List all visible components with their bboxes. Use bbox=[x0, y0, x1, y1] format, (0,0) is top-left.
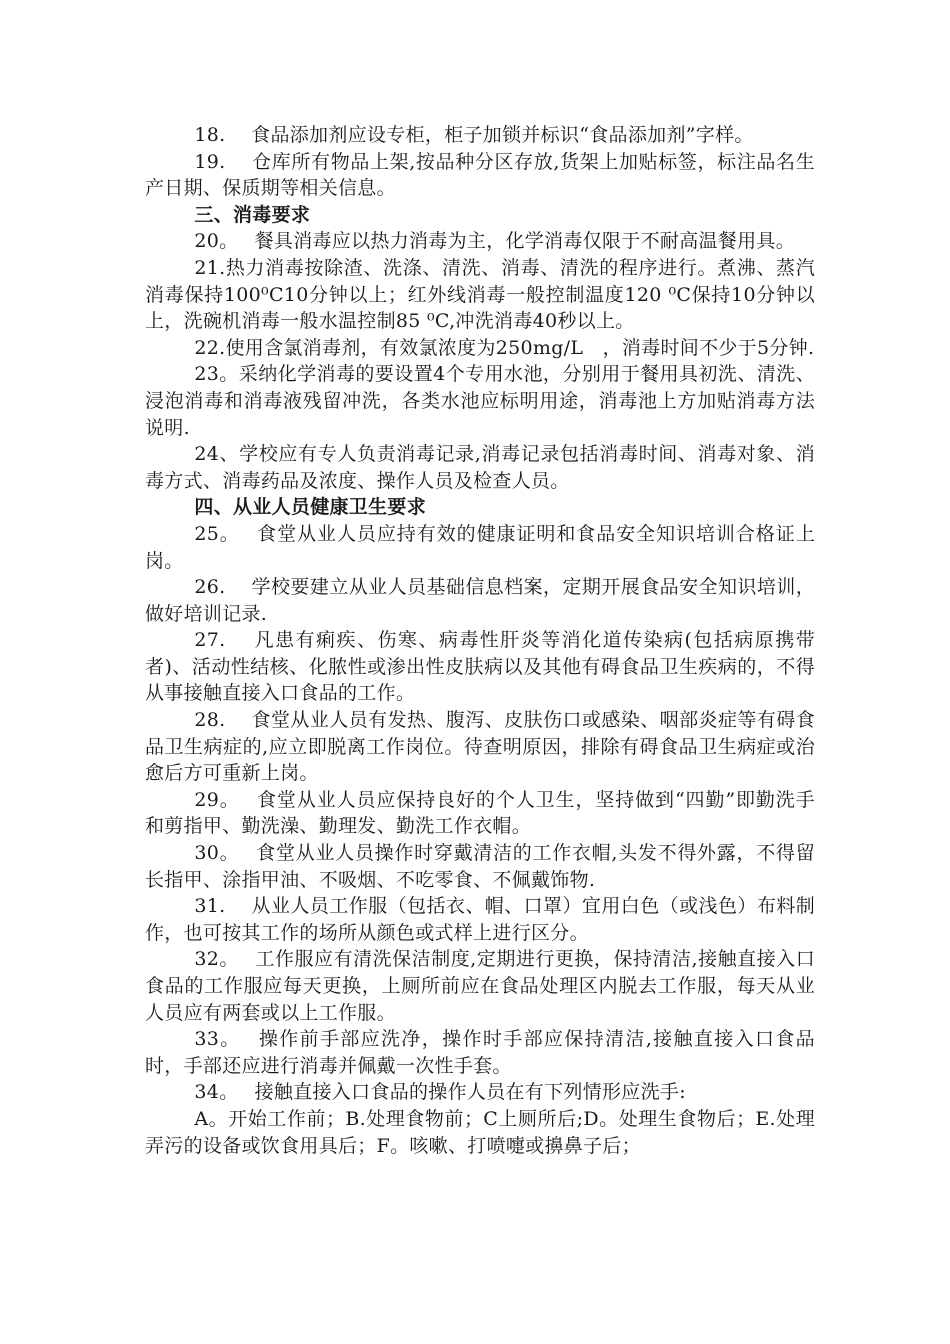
paragraph-30: 30。 食堂从业人员操作时穿戴清洁的工作衣帽,头发不得外露，不得留长指甲、涂指甲油、不吸烟、不吃零食、不佩戴饰物. bbox=[145, 842, 815, 891]
section-heading-disinfection: 三、消毒要求 bbox=[194, 203, 311, 226]
paragraph-31: 31. 从业人员工作服（包括衣、帽、口罩）宜用白色（或浅色）布料制作，也可按其工作的场所从颜色或式样上进行区分。 bbox=[145, 895, 815, 944]
paragraph-33: 33。 操作前手部应洗净，操作时手部应保持清洁,接触直接入口食品时，手部还应进行消毒并佩戴一次性手套。 bbox=[145, 1028, 815, 1077]
paragraph-34-list: A。开始工作前；B.处理食物前；C上厕所后;D。处理生食物后；E.处理弄污的设备或饮食用具后；F。咳嗽、打喷嚏或擤鼻子后； bbox=[145, 1107, 815, 1157]
paragraph-19: 19. 仓库所有物品上架,按品种分区存放,货架上加贴标签，标注品名生产日期、保质期等相关信息。 bbox=[145, 150, 815, 200]
section-heading-staff-health: 四、从业人员健康卫生要求 bbox=[194, 496, 426, 519]
paragraph-27: 27. 凡患有痢疾、伤寒、病毒性肝炎等消化道传染病(包括病原携带者)、活动性结核、化脓性或渗出性皮肤病以及其他有碍食品卫生疾病的，不得从事接触直接入口食品的工作。 bbox=[145, 629, 815, 705]
paragraph-20: 20。 餐具消毒应以热力消毒为主，化学消毒仅限于不耐高温餐用具。 bbox=[194, 230, 796, 253]
paragraph-18: 18. 食品添加剂应设专柜，柜子加锁并标识“食品添加剂”字样。 bbox=[194, 124, 754, 146]
paragraph-23: 23。采纳化学消毒的要设置4个专用水池，分别用于餐用具初洗、清洗、浸泡消毒和消毒液残留冲洗，各类水池应标明用途，消毒池上方加贴消毒方法说明. bbox=[145, 363, 815, 439]
paragraph-34: 34。 接触直接入口食品的操作人员在有下列情形应洗手: bbox=[194, 1081, 686, 1104]
paragraph-32: 32。 工作服应有清洗保洁制度,定期进行更换，保持清洁,接触直接入口食品的工作服应每天更换，上厕所前应在食品处理区内脱去工作服，每天从业人员应有两套或以上工作服。 bbox=[145, 948, 815, 1024]
paragraph-24: 24、学校应有专人负责消毒记录,消毒记录包括消毒时间、消毒对象、消毒方式、消毒药品及浓度、操作人员及检查人员。 bbox=[145, 443, 815, 492]
paragraph-21: 21.热力消毒按除渣、洗涤、清洗、消毒、清洗的程序进行。煮沸、蒸汽消毒保持100⁰C10分钟以上；红外线消毒一般控制温度120 ⁰C保持10分钟以上，洗碗机消毒一般水温控制85 ⁰C,冲洗消毒40秒以上。 bbox=[145, 256, 815, 333]
document-page bbox=[145, 122, 815, 1159]
paragraph-25: 25。 食堂从业人员应持有效的健康证明和食品安全知识培训合格证上岗。 bbox=[145, 522, 815, 572]
paragraph-28: 28. 食堂从业人员有发热、腹泻、皮肤伤口或感染、咽部炎症等有碍食品卫生病症的,应立即脱离工作岗位。待查明原因，排除有碍食品卫生病症或治愈后方可重新上岗。 bbox=[145, 709, 815, 785]
paragraph-29: 29。 食堂从业人员应保持良好的个人卫生，坚持做到“四勤”即勤洗手和剪指甲、勤洗澡、勤理发、勤洗工作衣帽。 bbox=[145, 788, 815, 838]
paragraph-22: 22.使用含氯消毒剂，有效氯浓度为250mg/L ，消毒时间不少于5分钟. bbox=[194, 336, 815, 359]
paragraph-26: 26. 学校要建立从业人员基础信息档案，定期开展食品安全知识培训，做好培训记录. bbox=[145, 576, 815, 625]
